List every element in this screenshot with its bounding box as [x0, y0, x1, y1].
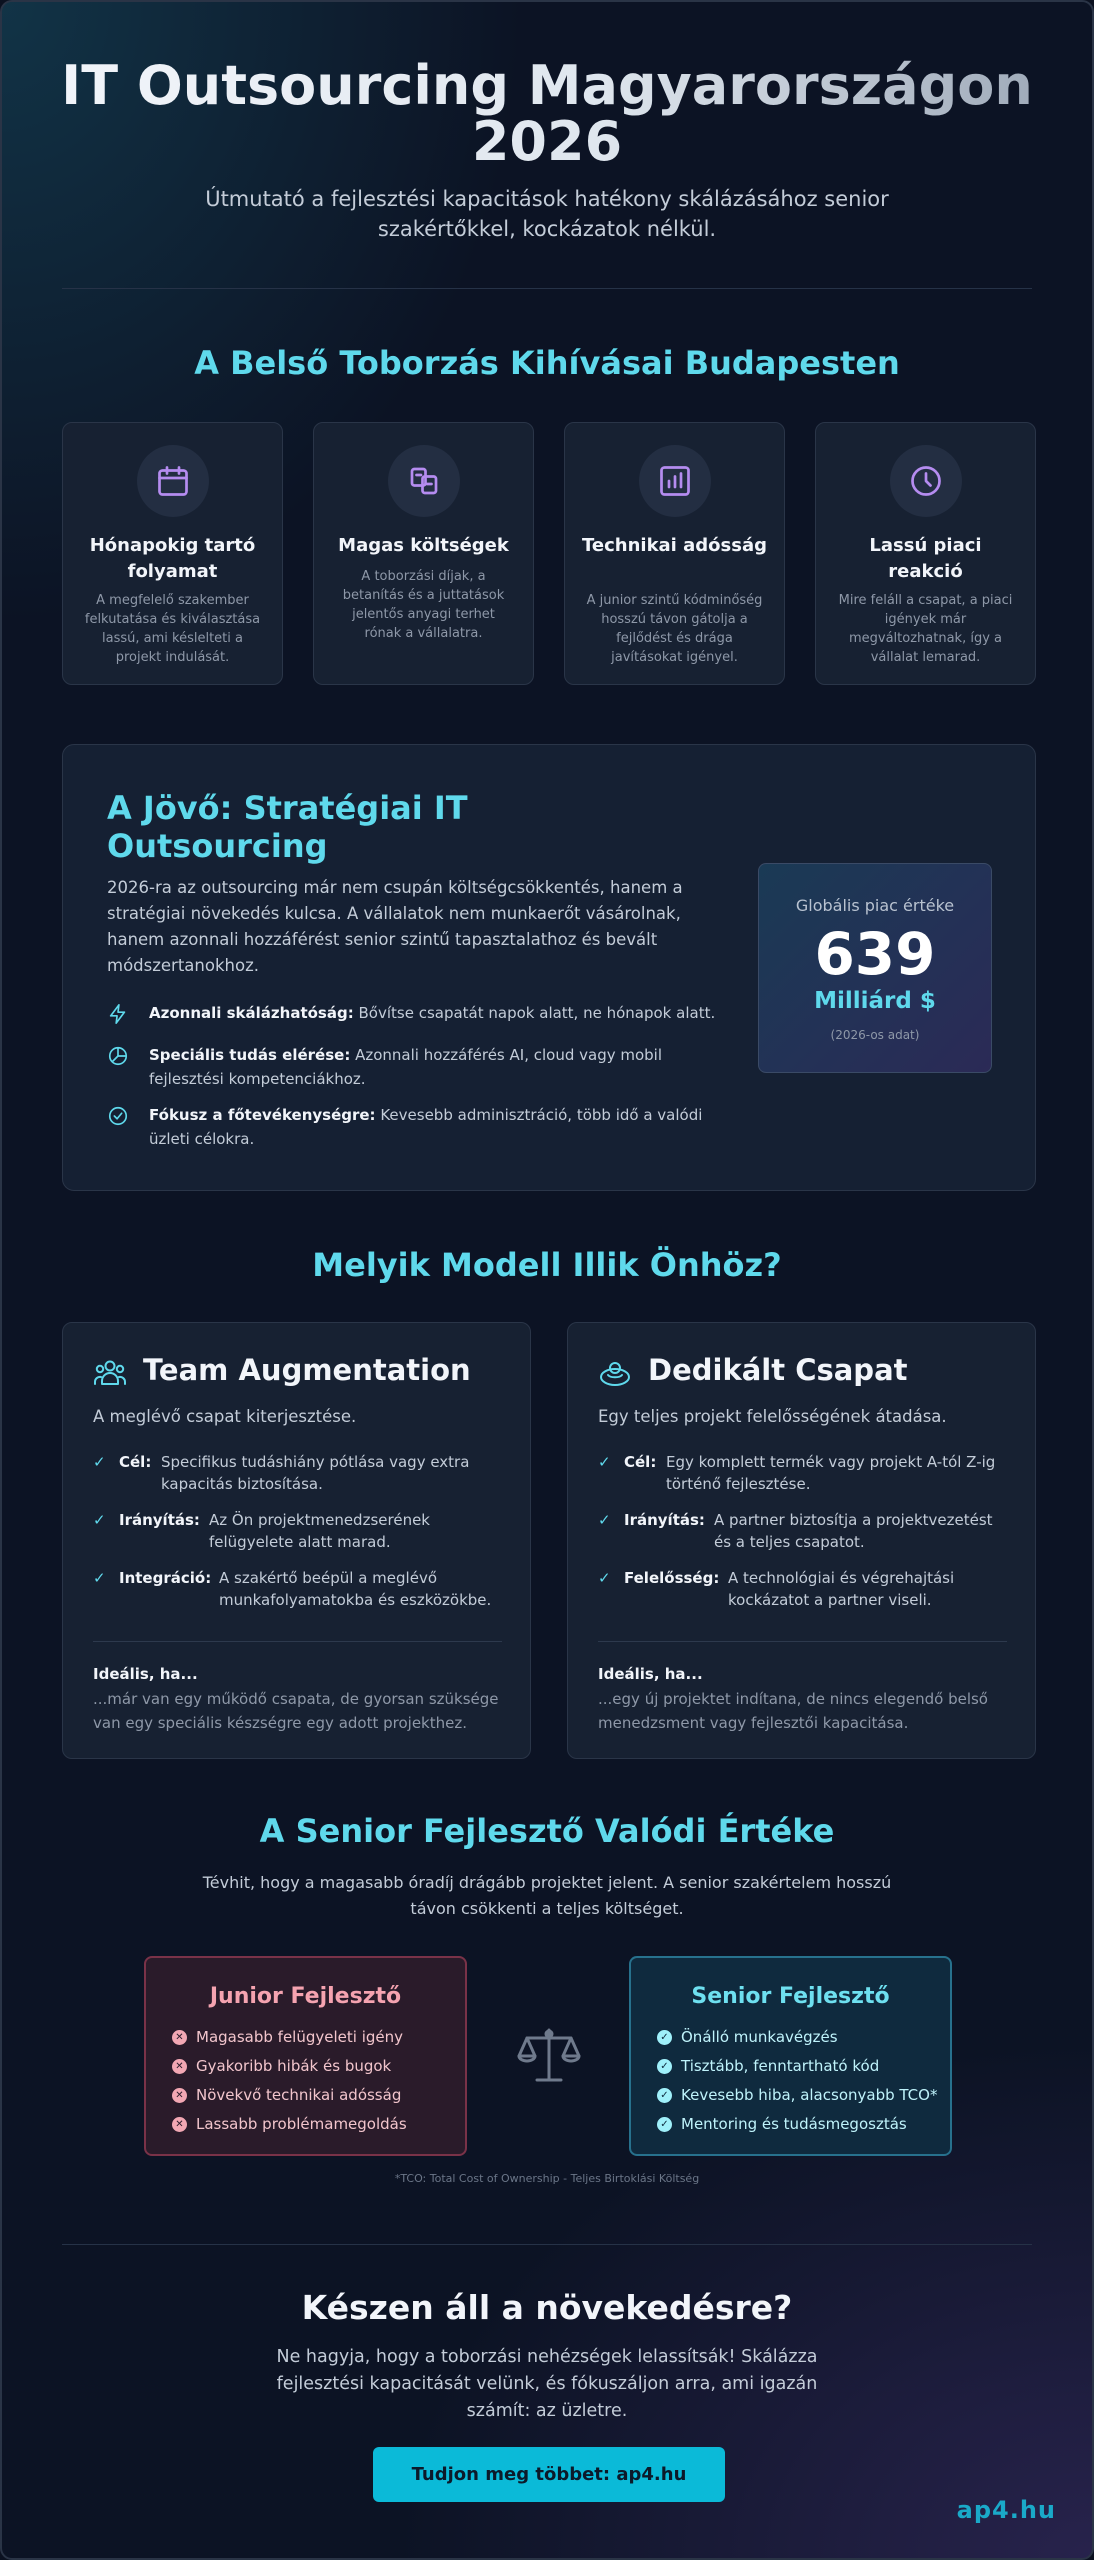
senior-card: [629, 1956, 952, 2156]
check-icon: ✓: [93, 1453, 106, 1471]
check-circle-icon: ✓: [657, 2059, 672, 2074]
ideal-text: ...már van egy működő csapata, de gyorsan szüksége van egy speciális készségre egy adott projekthez.: [93, 1690, 499, 1732]
market-unit: Milliárd $: [814, 988, 936, 1014]
brand-logo: ap4.hu: [956, 2496, 1056, 2524]
senior-card-title: Senior Fejlesztő: [691, 1984, 890, 2009]
senior-subtitle: Tévhit, hogy a magasabb óradíj drágább projektet jelent. A senior szakértelem hosszú távon csökkenti a teljes költséget.: [202, 1873, 892, 1918]
bullet-text: Bővítse csapatát napok alatt, ne hónapok alatt.: [358, 1004, 716, 1022]
model-row: [93, 1567, 502, 1611]
item-text: Önálló munkavégzés: [681, 2028, 838, 2046]
model-row: [93, 1509, 502, 1553]
item-text: Tisztább, fenntartható kód: [681, 2057, 880, 2075]
senior-title: A Senior Fejlesztő Valódi Értéke: [259, 1812, 835, 1850]
model-row: [93, 1451, 502, 1495]
page-title: IT Outsourcing Magyarországon 2026: [42, 58, 1052, 170]
item-text: Magasabb felügyeleti igény: [196, 2028, 403, 2046]
pie-chart-icon: [107, 1045, 129, 1067]
model-row: [598, 1509, 1007, 1553]
model-card-dedicated-team: [567, 1322, 1036, 1759]
challenge-title: Technikai adósság: [582, 535, 767, 556]
challenges-title: A Belső Toborzás Kihívásai Budapesten: [194, 344, 900, 382]
divider: [62, 2244, 1032, 2245]
challenge-card-cost: [313, 422, 534, 685]
check-icon: ✓: [93, 1569, 106, 1587]
junior-card: [144, 1956, 467, 2156]
row-label: Cél:: [119, 1453, 152, 1471]
item-text: Növekvő technikai adósság: [196, 2086, 402, 2104]
junior-title: Junior Fejlesztő: [209, 1984, 402, 2009]
chart-icon: [639, 445, 711, 517]
model-subtitle: Egy teljes projekt felelősségének átadása.: [598, 1407, 947, 1426]
challenge-title: Magas költségek: [338, 535, 509, 556]
check-circle-icon: [107, 1105, 129, 1127]
x-circle-icon: ✕: [172, 2117, 187, 2132]
challenge-card-slow-reaction: [815, 422, 1036, 685]
challenge-text: Mire feláll a csapat, a piaci igények már megváltozhatnak, így a vállalat lemarad.: [838, 593, 1013, 665]
bullet-label: Azonnali skálázhatóság:: [149, 1004, 354, 1022]
challenge-card-time: [62, 422, 283, 685]
challenge-title: Lassú piaci reakció: [869, 535, 982, 582]
check-icon: ✓: [598, 1453, 611, 1471]
future-section: [62, 744, 1036, 1191]
divider: [598, 1641, 1007, 1642]
item-text: Lassabb problémamegoldás: [196, 2115, 407, 2133]
check-icon: ✓: [598, 1511, 611, 1529]
ideal-label: Ideális, ha...: [598, 1665, 703, 1683]
item-text: Kevesebb hiba, alacsonyabb TCO*: [681, 2086, 938, 2104]
cta-title: Készen áll a növekedésre?: [301, 2288, 793, 2327]
model-title: Team Augmentation: [143, 1353, 471, 1387]
challenge-card-tech-debt: [564, 422, 785, 685]
cloud-team-icon: [598, 1357, 632, 1389]
cta-text: Ne hagyja, hogy a toborzási nehézségek lelassítsák! Skálázza fejlesztési kapacitását velünk, és fókuszáljon arra, ami igazán számít: az üzletre.: [276, 2347, 818, 2421]
model-row: [598, 1451, 1007, 1495]
challenge-text: A toborzási díjak, a betanítás és a juttatások jelentős anyagi terhet rónak a vállalatra.: [342, 569, 505, 641]
x-circle-icon: ✕: [172, 2059, 187, 2074]
ideal-text: ...egy új projektet indítana, de nincs elegendő belső menedzsment vagy fejlesztői kapacitása.: [598, 1690, 988, 1732]
model-subtitle: A meglévő csapat kiterjesztése.: [93, 1407, 357, 1426]
row-label: Irányítás:: [624, 1511, 705, 1529]
models-title: Melyik Modell Illik Önhöz?: [312, 1246, 782, 1284]
check-icon: ✓: [93, 1511, 106, 1529]
clock-icon: [890, 445, 962, 517]
divider: [62, 288, 1032, 289]
market-note: (2026-os adat): [830, 1028, 920, 1042]
lightning-icon: [107, 1003, 129, 1025]
check-circle-icon: ✓: [657, 2088, 672, 2103]
money-exchange-icon: [388, 445, 460, 517]
bullet-text: Kevesebb adminisztráció, több idő a valódi üzleti célokra.: [149, 1106, 703, 1148]
tco-note: *TCO: Total Cost of Ownership - Teljes Birtoklási Költség: [394, 2172, 700, 2185]
x-circle-icon: ✕: [172, 2030, 187, 2045]
row-text: Specifikus tudáshiány pótlása vagy extra kapacitás biztosítása.: [161, 1453, 470, 1493]
future-text: 2026-ra az outsourcing már nem csupán költségcsökkentés, hanem a stratégiai növekedés kulcsa. A vállalatok nem munkaerőt vásárolnak, hanem azonnali hozzáférést senior szintű tapasztalathoz és bevált módszertanokhoz.: [107, 878, 683, 975]
challenge-title: Hónapokig tartó folyamat: [89, 535, 256, 582]
row-label: Integráció:: [119, 1569, 212, 1587]
row-label: Cél:: [624, 1453, 657, 1471]
x-circle-icon: ✕: [172, 2088, 187, 2103]
future-title: A Jövő: Stratégiai IT Outsourcing: [107, 789, 468, 865]
row-text: Egy komplett termék vagy projekt A-tól Z-ig történő fejlesztése.: [666, 1453, 996, 1493]
row-text: A szakértő beépül a meglévő munkafolyamatokba és eszközökbe.: [219, 1569, 492, 1609]
calendar-icon: [137, 445, 209, 517]
item-text: Mentoring és tudásmegosztás: [681, 2115, 907, 2133]
item-text: Gyakoribb hibák és bugok: [196, 2057, 392, 2075]
check-icon: ✓: [598, 1569, 611, 1587]
team-icon: [93, 1357, 127, 1389]
market-label: Globális piac értéke: [795, 896, 955, 915]
challenge-text: A megfelelő szakember felkutatása és kiválasztása lassú, ami késlelteti a projekt indulását.: [84, 593, 261, 665]
page-subtitle: Útmutató a fejlesztési kapacitások hatékony skálázásához senior szakértőkkel, kockázatok nélkül.: [205, 187, 889, 241]
market-value-card: [758, 863, 992, 1073]
row-text: A technológiai és végrehajtási kockázatot a partner viseli.: [728, 1569, 955, 1609]
row-text: A partner biztosítja a projektvezetést és a teljes csapatot.: [714, 1511, 993, 1551]
bullet-text: Azonnali hozzáférés AI, cloud vagy mobil fejlesztési kompetenciákhoz.: [149, 1046, 663, 1088]
model-row: [598, 1567, 1007, 1611]
row-label: Felelősség:: [624, 1569, 720, 1587]
scale-balance-icon: [517, 2024, 581, 2088]
check-circle-icon: ✓: [657, 2030, 672, 2045]
bullet-label: Fókusz a főtevékenységre:: [149, 1106, 376, 1124]
ideal-label: Ideális, ha...: [93, 1665, 198, 1683]
challenge-text: A junior szintű kódminőség hosszú távon gátolja a fejlődést és drága javításokat igényel.: [586, 593, 763, 665]
model-title: Dedikált Csapat: [648, 1353, 908, 1387]
bullet-label: Speciális tudás elérése:: [149, 1046, 351, 1064]
learn-more-button[interactable]: Tudjon meg többet: ap4.hu: [373, 2447, 725, 2502]
divider: [93, 1641, 502, 1642]
model-card-team-augmentation: [62, 1322, 531, 1759]
row-text: Az Ön projektmenedzserének felügyelete alatt marad.: [209, 1511, 430, 1551]
row-label: Irányítás:: [119, 1511, 200, 1529]
market-value: 639: [814, 920, 936, 988]
check-circle-icon: ✓: [657, 2117, 672, 2132]
